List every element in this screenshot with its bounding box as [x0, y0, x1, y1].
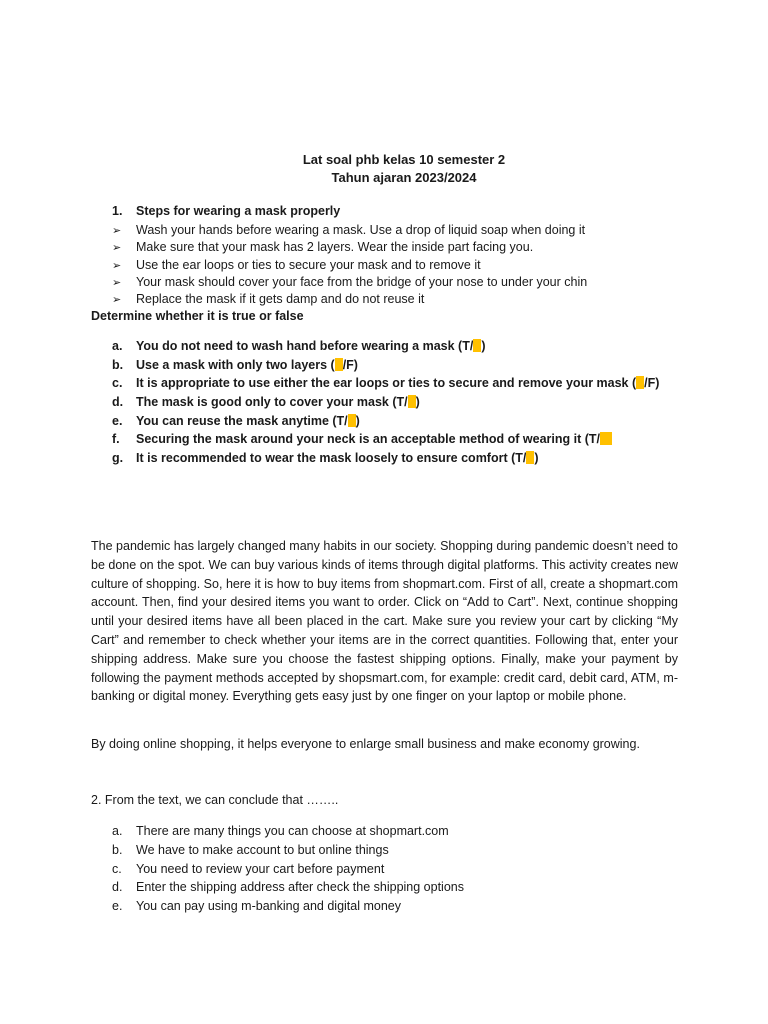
arrowhead-bullet-icon: ➢: [112, 242, 122, 255]
statement-b: b. Use a mask with only two layers ( /F): [112, 357, 358, 372]
answer-highlight: [348, 414, 356, 427]
answer-highlight: [600, 432, 612, 445]
option-c: c. You need to review your cart before payment: [112, 861, 385, 876]
question-2-prompt: 2. From the text, we can conclude that ……..: [91, 793, 339, 807]
document-title: Lat soal phb kelas 10 semester 2: [302, 152, 506, 167]
statement-g: g. It is recommended to wear the mask loosely to ensure comfort (T/ ): [112, 451, 539, 466]
answer-highlight: [636, 376, 644, 389]
statement-e: e. You can reuse the mask anytime (T/ ): [112, 413, 360, 428]
list-item: ➢ Replace the mask if it gets damp and do not reuse it: [112, 291, 587, 308]
arrowhead-bullet-icon: ➢: [112, 225, 122, 237]
list-item: ➢ Your mask should cover your face from the bridge of your nose to under your chin: [112, 274, 587, 291]
list-item: ➢ Use the ear loops or ties to secure your mask and to remove it: [112, 257, 587, 274]
option-d: d. Enter the shipping address after check the shipping options: [112, 880, 464, 895]
true-false-instruction: Determine whether it is true or false: [91, 309, 304, 323]
option-b: b. We have to make account to but online things: [112, 842, 389, 857]
statement-a: a. You do not need to wash hand before wearing a mask (T/ ): [112, 339, 486, 353]
answer-highlight: [335, 358, 343, 371]
true-false-statements: [112, 337, 659, 468]
document-subtitle: Tahun ajaran 2023/2024: [331, 170, 477, 185]
reading-passage: The pandemic has largely changed many habits in our society. Shopping during pandemic doesn’t need to be done on the spot. We can buy various kinds of items through digital platforms. This activity creates new culture of shopping. So, here it is how to buy items from shopmart.com. First of all, create a shopmart.com account. Then, find your desired items you want to order. Click on “Add to Cart”. Next, continue shopping until your desired items have all been placed in the cart. Make sure you review your cart by clicking “My Cart” and remember to check whether your items are in the correct quantities. Following that, enter your shipping address. Make sure you choose the fastest shipping options. Finally, make your payment by following the payment methods accepted by shopsmart.com, for example: credit card, debit card, ATM, m-banking or digital money. Everything gets easy just by one finger on your laptop or mobile phone.: [91, 539, 678, 704]
section-1-title: Steps for wearing a mask properly: [136, 204, 341, 218]
mask-steps-list: [112, 222, 587, 308]
statement-f: f. Securing the mask around your neck is an acceptable method of wearing it (T/: [112, 430, 659, 449]
reading-passage-conclusion: By doing online shopping, it helps everyone to enlarge small business and make economy growing.: [91, 737, 640, 751]
list-item: ➢ Make sure that your mask has 2 layers. Wear the inside part facing you.: [112, 239, 587, 256]
arrowhead-bullet-icon: ➢: [112, 294, 122, 307]
option-e: e. You can pay using m-banking and digital money: [112, 899, 401, 914]
list-item: ➢ Wash your hands before wearing a mask. Use a drop of liquid soap when doing it: [112, 222, 587, 239]
section-1-heading: [112, 204, 340, 218]
answer-highlight: [408, 395, 416, 408]
arrowhead-bullet-icon: ➢: [112, 276, 122, 289]
question-2-options: [112, 822, 464, 916]
statement-c: c. It is appropriate to use either the ear loops or ties to secure and remove your mask ( /F): [112, 376, 660, 391]
statement-d: d. The mask is good only to cover your mask (T/ ): [112, 395, 420, 410]
arrowhead-bullet-icon: ➢: [112, 259, 122, 272]
option-a: a. There are many things you can choose at shopmart.com: [112, 824, 449, 838]
section-1-number: 1.: [112, 204, 123, 218]
